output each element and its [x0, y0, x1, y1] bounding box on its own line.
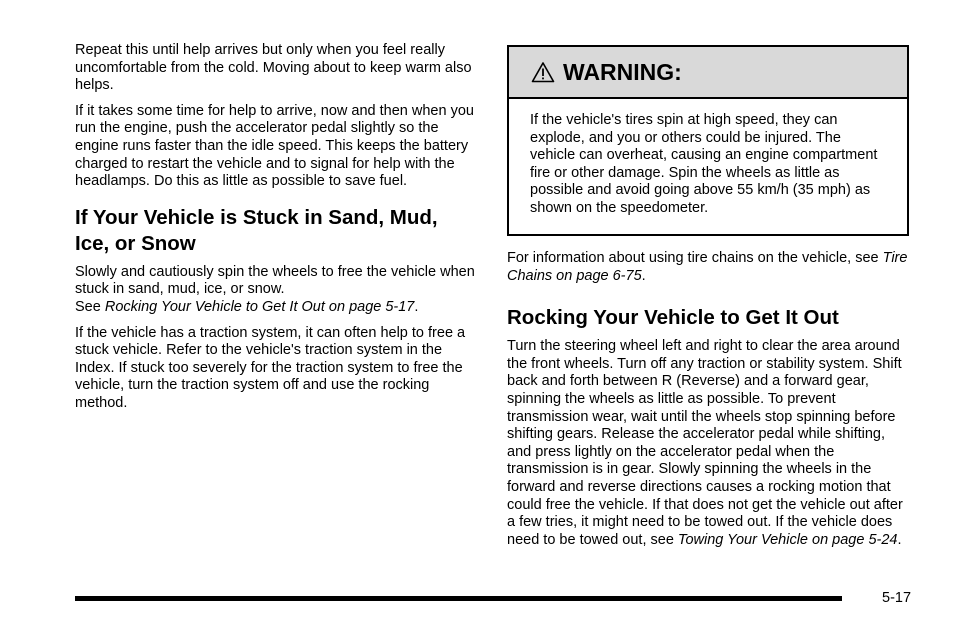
- cross-reference-tire-chains[interactable]: Tire Chains on page 6-75: [507, 250, 908, 284]
- warning-box: [507, 45, 909, 236]
- section-heading-stuck: If Your Vehicle is Stuck in Sand, Mud, Ice, or Snow: [75, 205, 438, 255]
- paragraph-tire-chains: For information about using tire chains on the vehicle, see Tire Chains on page 6-75.: [507, 250, 908, 284]
- warning-header: [509, 47, 907, 99]
- warning-title: WARNING:: [563, 58, 682, 85]
- left-column: [75, 42, 477, 413]
- footer-rule: [75, 596, 842, 601]
- warning-text: If the vehicle's tires spin at high speed, they can explode, and you or others could be injured. The vehicle can overheat, causing an engine compartment fire or other damage. Spin the wheels as little as possible and avoid going above 55 km/h (35 mph) as shown on the speedometer.: [530, 112, 878, 216]
- section-heading-rocking: Rocking Your Vehicle to Get It Out: [507, 306, 839, 330]
- paragraph-spin-wheels: Slowly and cautiously spin the wheels to free the vehicle when stuck in sand, mud, ice, or snow. See Rocking Your Vehicle to Get It Out on page 5-17.: [75, 263, 475, 315]
- paragraph-run-engine: If it takes some time for help to arrive, now and then when you run the engine, push the accelerator pedal slightly so the engine runs faster than the idle speed. This keeps the battery charged to restart the vehicle and to signal for help with the headlamps. Do this as little as possible to save fuel.: [75, 102, 474, 190]
- paragraph-keep-warm: Repeat this until help arrives but only when you feel really uncomfortable from the cold. Moving about to keep warm also helps.: [75, 42, 472, 94]
- warning-triangle-icon: [531, 61, 555, 83]
- warning-body: [509, 99, 907, 218]
- page-number: 5-17: [882, 590, 912, 606]
- right-column: [507, 250, 909, 549]
- paragraph-traction-system: If the vehicle has a traction system, it can often help to free a stuck vehicle. Refer to the vehicle's traction system in the Index. If stuck too severely for the traction system to free the vehicle, turn the traction system off and use the rocking method.: [75, 324, 466, 411]
- cross-reference-towing[interactable]: Towing Your Vehicle on page 5-24: [677, 531, 898, 548]
- paragraph-rocking: Turn the steering wheel left and right to clear the area around the front wheels. Turn off any traction or stability system. Shift back and forth between R (Reverse) and a forward gear, spinning the wheels as little as possible. To prevent transmission wear, wait until the wheels stop spinning before shifting gears. Release the accelerator pedal while shifting, and press lightly on the accelerator pedal when the transmission is in gear. Slowly spinning the wheels in the forward and reverse directions causes a rocking motion that could free the vehicle. If that does not get the vehicle out after a few tries, it might need to be towed out. If the vehicle does need to be towed out, see Towing Your Vehicle on page 5-24.: [507, 338, 903, 548]
- cross-reference-rocking[interactable]: Rocking Your Vehicle to Get It Out on page 5-17: [104, 298, 415, 315]
